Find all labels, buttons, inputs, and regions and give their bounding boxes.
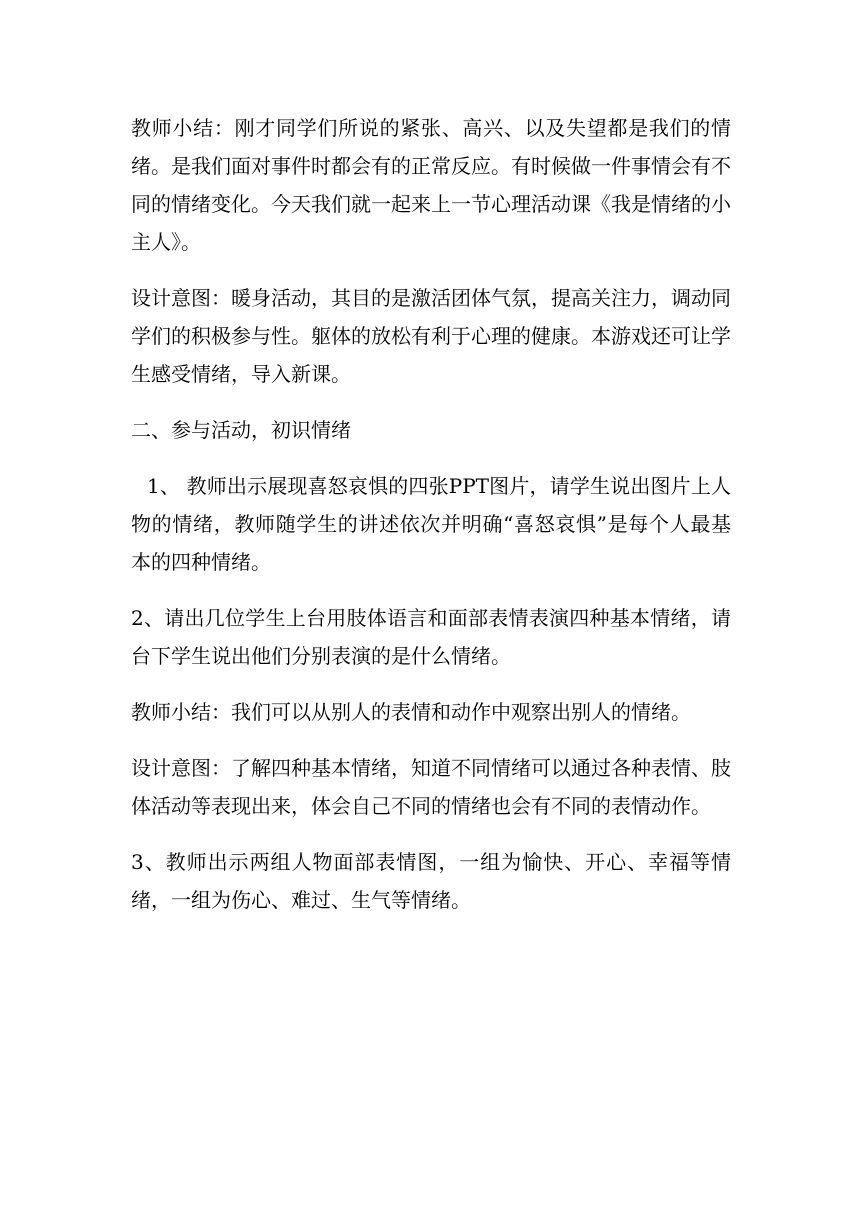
document-body	[131, 109, 731, 937]
list-item-2: 2、请出几位学生上台用肢体语言和面部表情表演四种基本情绪，请台下学生说出他们分别表演的是什么情绪。	[131, 606, 731, 668]
paragraph-design-intent-2: 设计意图：了解四种基本情绪，知道不同情绪可以通过各种表情、肢体活动等表现出来，体会自己不同的情绪也会有不同的表情动作。	[131, 756, 731, 818]
paragraph-teacher-summary-1: 教师小结：刚才同学们所说的紧张、高兴、以及失望都是我们的情绪。是我们面对事件时都会有的正常反应。有时候做一件事情会有不同的情绪变化。今天我们就一起来上一节心理活动课《我是情绪的小主人》。	[131, 116, 731, 254]
section-heading-activity: 二、参与活动，初识情绪	[131, 418, 351, 442]
list-item-3: 3、教师出示两组人物面部表情图，一组为愉快、开心、幸福等情绪，一组为伤心、难过、生气等情绪。	[131, 850, 731, 912]
paragraph-design-intent-1: 设计意图：暖身活动，其目的是激活团体气氛，提高关注力，调动同学们的积极参与性。躯体的放松有利于心理的健康。本游戏还可让学生感受情绪，导入新课。	[131, 286, 731, 386]
list-item-1: 1、 教师出示展现喜怒哀惧的四张PPT图片，请学生说出图片上人物的情绪，教师随学生的讲述依次并明确“喜怒哀惧”是每个人最基本的四种情绪。	[131, 474, 731, 574]
paragraph-teacher-summary-2: 教师小结：我们可以从别人的表情和动作中观察出别人的情绪。	[131, 700, 691, 724]
